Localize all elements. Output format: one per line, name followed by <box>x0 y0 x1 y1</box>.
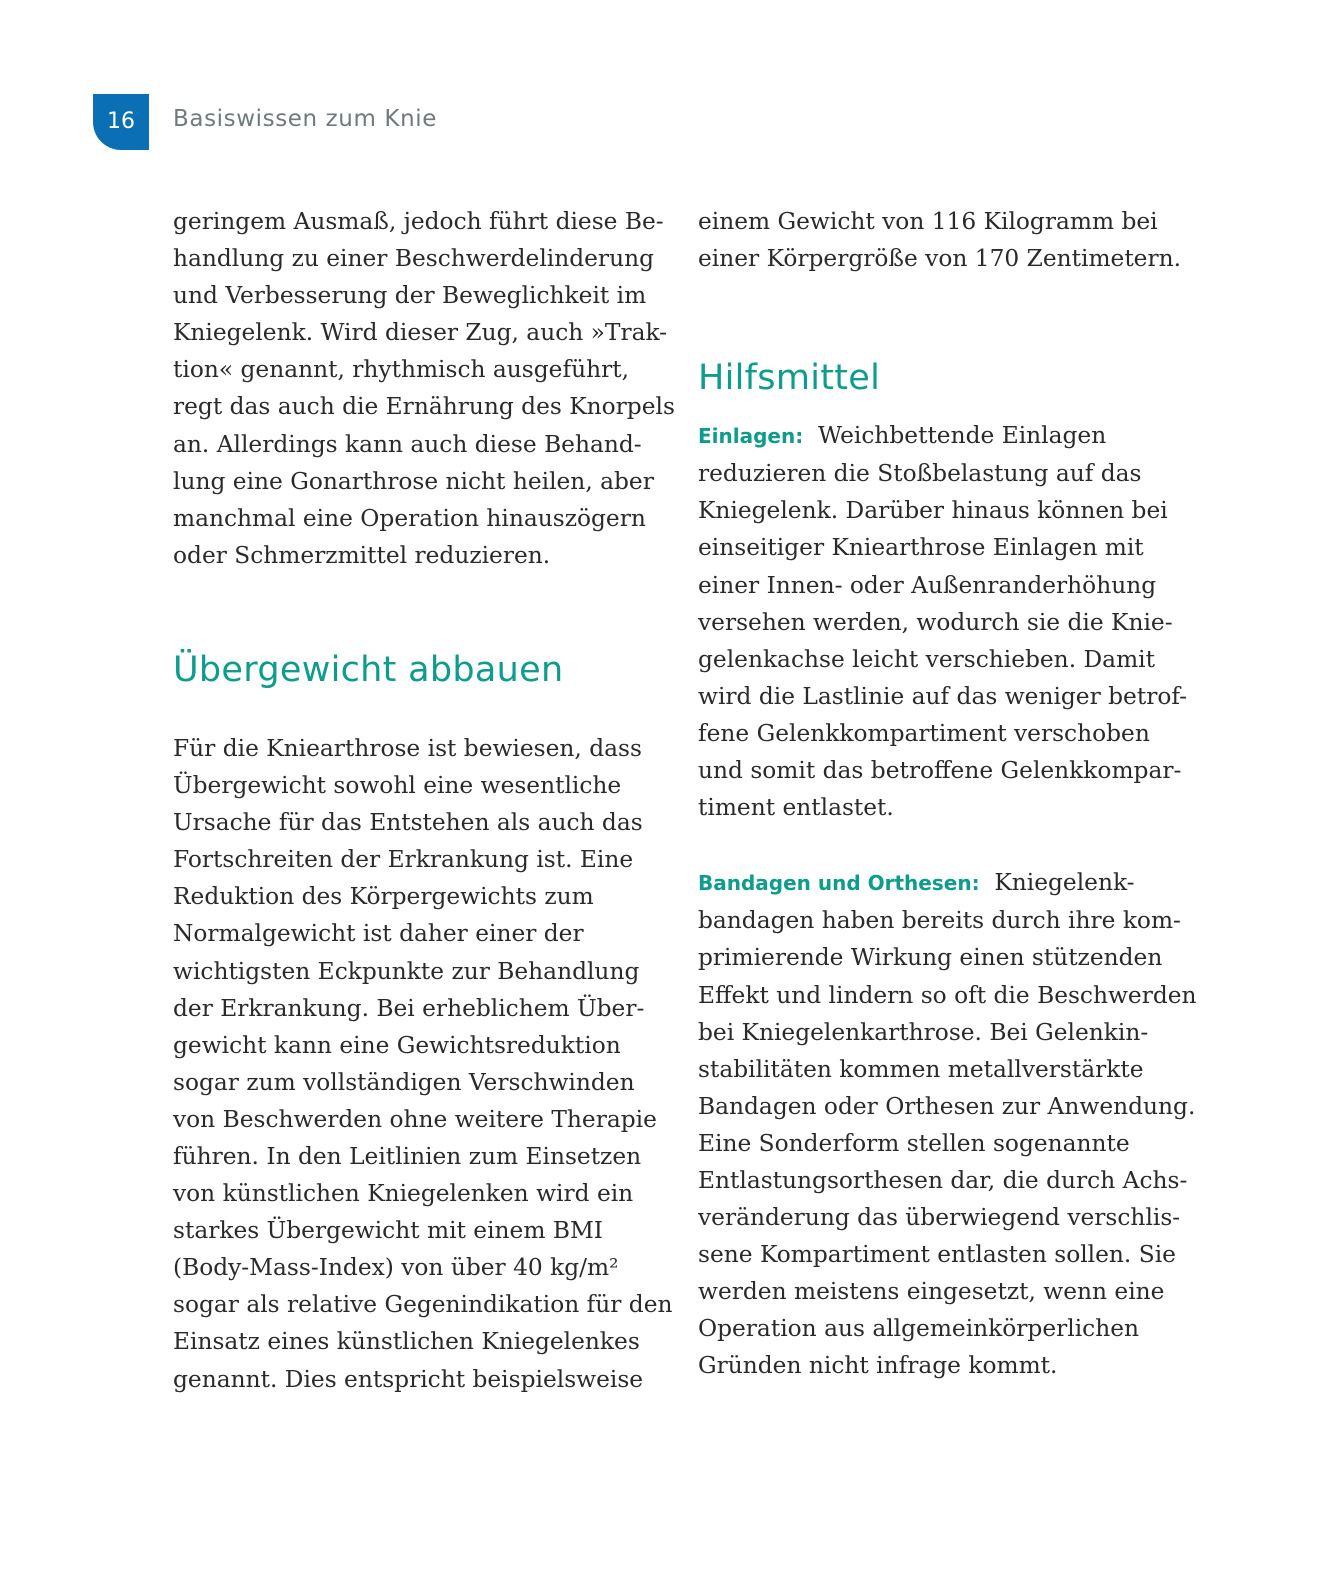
text-line: bei Kniegelenkarthrose. Bei Gelenkin- <box>698 1018 1149 1046</box>
bandagen-label: Bandagen und Orthesen: <box>698 871 980 896</box>
text-line: führen. In den Leitlinien zum Einsetzen <box>173 1142 642 1170</box>
text-line: (Body-Mass-Index) von über 40 kg/m² <box>173 1254 619 1282</box>
text-line: Fortschreiten der Erkrankung ist. Eine <box>173 846 634 874</box>
text-line: Gründen nicht infrage kommt. <box>698 1352 1058 1380</box>
text-line: primierende Wirkung einen stützenden <box>698 944 1163 972</box>
text-line: von künstlichen Kniegelenken wird ein <box>173 1180 634 1208</box>
bandagen-paragraph <box>698 864 1197 1384</box>
text-line: veränderung das überwiegend verschlis- <box>698 1204 1181 1232</box>
text-line: handlung zu einer Beschwerdelinderung <box>173 245 654 273</box>
text-line: bandagen haben bereits durch ihre kom- <box>698 907 1181 935</box>
text-line: genannt. Dies entspricht beispielsweise <box>173 1365 644 1393</box>
text-line: Bandagen oder Orthesen zur Anwendung. <box>698 1092 1196 1120</box>
text-line: oder Schmerzmittel reduzieren. <box>173 541 551 569</box>
text-line: und Verbesserung der Beweglichkeit im <box>173 282 647 310</box>
text-line: einer Körpergröße von 170 Zentimetern. <box>698 245 1182 273</box>
intro-paragraph-continued <box>698 203 1188 277</box>
running-title: Basiswissen zum Knie <box>173 106 438 132</box>
text-line: Reduktion des Körpergewichts zum <box>173 883 594 911</box>
text-line: einseitiger Kniearthrose Einlagen mit <box>698 534 1144 562</box>
text-line: Einsatz eines künstlichen Kniegelenkes <box>173 1328 640 1356</box>
text-line: sogar als relative Gegenindikation für den <box>173 1291 673 1319</box>
text-line: einer Innen- oder Außenranderhöhung <box>698 571 1157 599</box>
text-line: geringem Ausmaß, jedoch führt diese Be- <box>173 208 664 235</box>
text-line: Für die Kniearthrose ist bewiesen, dass <box>173 734 642 762</box>
text-line: Effekt und lindern so oft die Beschwerden <box>698 981 1197 1009</box>
text-line: timent entlastet. <box>698 794 894 822</box>
uebergewicht-paragraph <box>173 730 673 1398</box>
text-line: regt das auch die Ernährung des Knorpels <box>173 393 675 421</box>
text-line: wichtigsten Eckpunkte zur Behandlung <box>173 957 640 985</box>
text-line: Übergewicht sowohl eine wesentliche <box>173 772 622 800</box>
text-line: stabilitäten kommen metallverstärkte <box>698 1055 1144 1083</box>
section-heading-uebergewicht: Übergewicht abbauen <box>173 649 564 690</box>
text-line: wird die Lastlinie auf das weniger betrof- <box>698 682 1188 710</box>
text-line: Kniegelenk. Darüber hinaus können bei <box>698 497 1168 525</box>
text-line: Normalgewicht ist daher einer der <box>173 920 584 948</box>
text-line: werden meistens eingesetzt, wenn eine <box>698 1278 1165 1306</box>
page-number-badge: 16 <box>93 94 149 150</box>
right-column <box>698 203 1197 1385</box>
text-line: manchmal eine Operation hinauszögern <box>173 504 646 532</box>
einlagen-first-line <box>698 417 1188 455</box>
text-line: Kniegelenk. Wird dieser Zug, auch »Trak- <box>173 319 668 347</box>
einlagen-first-text: Weichbettende Einlagen <box>818 422 1107 450</box>
text-line: der Erkrankung. Bei erheblichem Über- <box>173 994 645 1022</box>
text-line: an. Allerdings kann auch diese Behand- <box>173 430 642 458</box>
text-line: sene Kompartiment entlasten sollen. Sie <box>698 1241 1176 1269</box>
intro-paragraph <box>173 203 675 574</box>
text-line: von Beschwerden ohne weitere Therapie <box>173 1105 657 1133</box>
text-line: lung eine Gonarthrose nicht heilen, aber <box>173 467 654 495</box>
text-line: einem Gewicht von 116 Kilogramm bei <box>698 208 1158 235</box>
section-heading-hilfsmittel: Hilfsmittel <box>698 358 881 399</box>
text-line: und somit das betroffene Gelenkkompar- <box>698 757 1182 785</box>
text-line: reduzieren die Stoßbelastung auf das <box>698 460 1142 488</box>
text-line: Operation aus allgemeinkörperlichen <box>698 1315 1140 1343</box>
text-line: sogar zum vollständigen Verschwinden <box>173 1068 635 1096</box>
text-line: Ursache für das Entstehen als auch das <box>173 809 643 837</box>
text-line: tion« genannt, rhythmisch ausgeführt, <box>173 356 629 384</box>
text-line: starkes Übergewicht mit einem BMI <box>173 1217 604 1245</box>
text-line: gewicht kann eine Gewichtsreduktion <box>173 1031 621 1059</box>
text-line: Entlastungsorthesen dar, die durch Achs- <box>698 1166 1188 1194</box>
left-column <box>173 203 675 1398</box>
text-line: versehen werden, wodurch sie die Knie- <box>698 608 1173 636</box>
bandagen-first-line <box>698 864 1188 902</box>
einlagen-paragraph <box>698 417 1188 826</box>
einlagen-label: Einlagen: <box>698 424 804 449</box>
text-line: fene Gelenkkompartiment verschoben <box>698 719 1150 747</box>
text-line: gelenkachse leicht verschieben. Damit <box>698 645 1155 673</box>
bandagen-first-text: Kniegelenk- <box>994 869 1135 897</box>
text-line: Eine Sonderform stellen sogenannte <box>698 1129 1130 1157</box>
